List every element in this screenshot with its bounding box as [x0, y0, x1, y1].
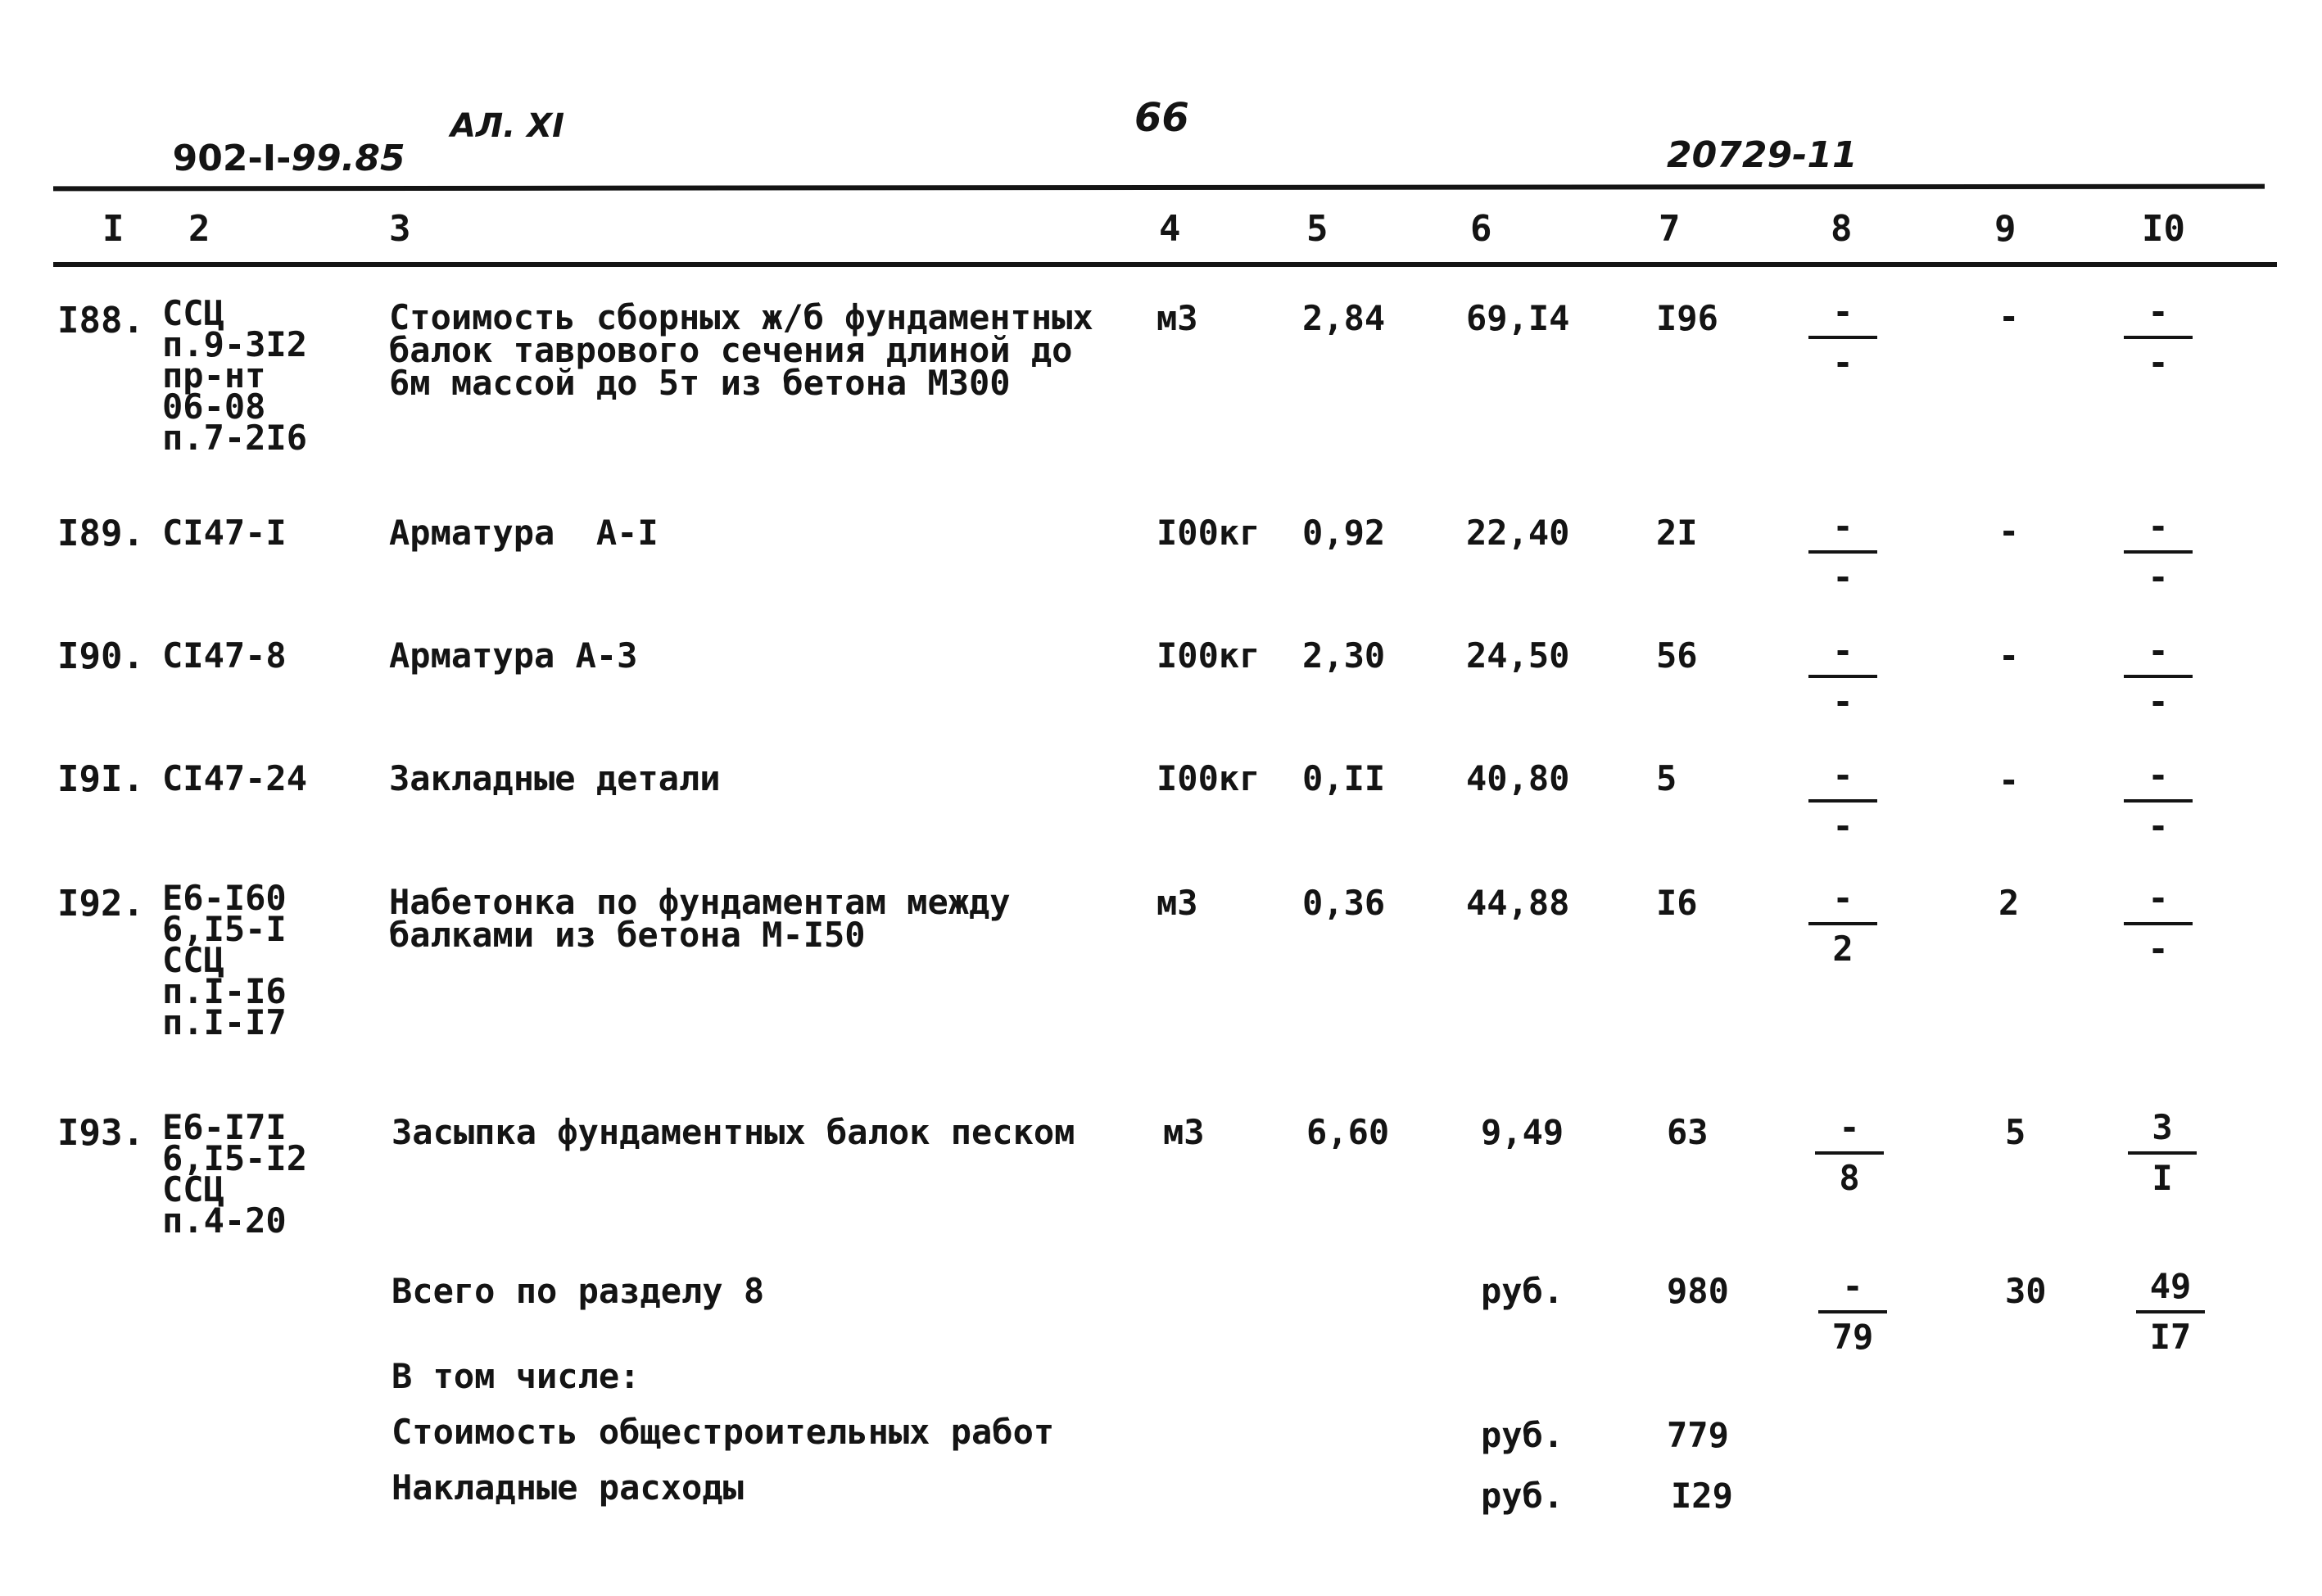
page-number: 66	[1134, 95, 1189, 141]
col8-fraction	[1802, 878, 1884, 979]
norm-code: Е6-I60 6,I5-I ССЦ п.I-I6 п.I-I7	[162, 878, 287, 1042]
col10-numerator: -	[2148, 506, 2169, 546]
quantity: 2,30	[1302, 635, 1386, 676]
unit: м3	[1163, 1112, 1205, 1152]
fraction-bar	[1808, 799, 1877, 803]
quantity: 2,84	[1302, 298, 1386, 338]
norm-code: CI47-I	[162, 513, 287, 553]
total-cost: 5	[1656, 758, 1677, 798]
col10-fraction	[2117, 755, 2199, 857]
col8-denominator: -	[1832, 681, 1854, 721]
col10-denominator: -	[2148, 342, 2169, 382]
col10-fraction	[2117, 878, 2199, 979]
col8-denominator: 79	[1831, 1317, 1874, 1357]
column-header-8: 8	[1831, 208, 1853, 250]
col8-numerator: -	[1832, 755, 1854, 795]
col10-fraction	[2117, 631, 2199, 732]
fraction-bar	[2136, 1310, 2205, 1313]
overhead-label: Накладные расходы	[392, 1467, 744, 1508]
row-number: I89.	[57, 513, 144, 554]
quantity: 0,92	[1302, 513, 1386, 553]
col10-denominator: -	[2148, 929, 2169, 969]
general-works-label: Стоимость общестроительных работ	[392, 1412, 1055, 1452]
unit: м3	[1156, 883, 1198, 923]
col10-numerator: -	[2148, 878, 2169, 918]
unit-price: 9,49	[1481, 1112, 1564, 1152]
col8-denominator: 8	[1839, 1158, 1860, 1198]
col8-fraction	[1808, 1107, 1890, 1209]
document-code	[147, 105, 405, 177]
document-code-typed: 902-I-	[172, 138, 292, 179]
col10-denominator: -	[2148, 681, 2169, 721]
header-rule	[53, 262, 2277, 267]
column-header-7: 7	[1659, 208, 1681, 250]
unit-price: 44,88	[1466, 883, 1570, 923]
inventory-number: 20729-11	[1667, 134, 1858, 176]
fraction-bar	[1808, 922, 1877, 925]
work-description: Арматура А-I	[389, 513, 659, 553]
fraction-bar	[1808, 336, 1877, 339]
col9-value: 5	[2005, 1112, 2026, 1152]
work-description: Арматура А-3	[389, 635, 638, 676]
total-cost: 56	[1656, 635, 1698, 676]
unit-price: 69,I4	[1466, 298, 1570, 338]
unit: I00кг	[1156, 758, 1261, 798]
col8-denominator: -	[1832, 806, 1854, 846]
col8-numerator: -	[1839, 1107, 1860, 1147]
col10-denominator: -	[2148, 557, 2169, 597]
unit: I00кг	[1156, 635, 1261, 676]
including-label: В том числе:	[392, 1356, 640, 1396]
col8-fraction	[1802, 292, 1884, 393]
col8-fraction	[1802, 506, 1884, 608]
col9-value: -	[1998, 296, 2020, 337]
col8-denominator: -	[1832, 557, 1854, 597]
top-rule	[53, 184, 2265, 192]
col8-numerator: -	[1832, 631, 1854, 671]
col10-denominator: I7	[2149, 1317, 2192, 1357]
total-cost: 63	[1667, 1112, 1709, 1152]
col9-value: -	[1998, 760, 2020, 800]
general-works-unit: руб.	[1481, 1415, 1564, 1455]
section-total-col9: 30	[2005, 1271, 2047, 1311]
overhead-unit: руб.	[1481, 1476, 1564, 1516]
norm-code: Е6-I7I 6,I5-I2 ССЦ п.4-20	[162, 1107, 308, 1241]
col8-numerator: -	[1832, 506, 1854, 546]
section-total-label: Всего по разделу 8	[392, 1271, 765, 1311]
section-total-value: 980	[1667, 1271, 1729, 1311]
col8-denominator: 2	[1832, 929, 1854, 969]
column-header-3: 3	[389, 208, 411, 250]
col8-numerator: -	[1842, 1266, 1863, 1306]
general-works-value: 779	[1667, 1415, 1729, 1455]
col9-value: -	[1998, 511, 2020, 551]
col10-fraction	[2117, 506, 2199, 608]
total-cost: 2I	[1656, 513, 1698, 553]
work-description: Стоимость сборных ж/б фундаментных балок таврового сечения длиной до 6м массой до 5т из бетона М300	[389, 297, 1093, 403]
col10-numerator: -	[2148, 631, 2169, 671]
col10-denominator: -	[2148, 806, 2169, 846]
work-description: Набетонка по фундаментам между балками из бетона М-I50	[389, 882, 1011, 955]
row-number: I88.	[57, 300, 144, 341]
col8-fraction	[1802, 755, 1884, 857]
fraction-bar	[1808, 550, 1877, 554]
work-description: Засыпка фундаментных балок песком	[392, 1112, 1075, 1152]
row-number: I9I.	[57, 758, 144, 800]
fraction-bar	[2124, 550, 2193, 554]
total-cost: I6	[1656, 883, 1698, 923]
fraction-bar	[1808, 675, 1877, 678]
unit: I00кг	[1156, 513, 1261, 553]
quantity: 0,II	[1302, 758, 1386, 798]
overhead-value: I29	[1671, 1476, 1733, 1516]
col9-value: 2	[1998, 883, 2020, 923]
norm-code: ССЦ п.9-3I2 пр-нт 06-08 п.7-2I6	[162, 293, 308, 458]
col10-numerator: -	[2148, 755, 2169, 795]
col8-denominator: -	[1832, 342, 1854, 382]
col8-numerator: -	[1832, 292, 1854, 332]
unit: м3	[1156, 298, 1198, 338]
col10-numerator: -	[2148, 292, 2169, 332]
col10-numerator: 3	[2152, 1107, 2173, 1147]
col8-fraction	[1802, 631, 1884, 732]
fraction-bar	[2124, 336, 2193, 339]
fraction-bar	[2124, 799, 2193, 803]
quantity: 0,36	[1302, 883, 1386, 923]
col10-numerator: 49	[2149, 1266, 2192, 1306]
row-number: I90.	[57, 635, 144, 677]
column-header-2: 2	[188, 208, 210, 250]
unit-price: 40,80	[1466, 758, 1570, 798]
column-header-4: 4	[1159, 208, 1181, 250]
fraction-bar	[2124, 675, 2193, 678]
section-total-col10-fraction	[2130, 1266, 2211, 1368]
col10-fraction	[2121, 1107, 2203, 1209]
column-header-6: 6	[1470, 208, 1492, 250]
fraction-bar	[1815, 1151, 1884, 1155]
col8-numerator: -	[1832, 878, 1854, 918]
row-number: I93.	[57, 1112, 144, 1154]
column-header-1: I	[102, 208, 124, 250]
column-header-9: 9	[1994, 208, 2016, 250]
unit-price: 22,40	[1466, 513, 1570, 553]
column-header-5: 5	[1306, 208, 1328, 250]
work-description: Закладные детали	[389, 758, 721, 798]
col10-fraction	[2117, 292, 2199, 393]
unit-price: 24,50	[1466, 635, 1570, 676]
fraction-bar	[2124, 922, 2193, 925]
section-total-col8-fraction	[1812, 1266, 1894, 1368]
section-total-unit: руб.	[1481, 1271, 1564, 1311]
row-number: I92.	[57, 883, 144, 925]
album-number: АЛ. XI	[450, 107, 565, 145]
norm-code: CI47-8	[162, 635, 287, 676]
total-cost: I96	[1656, 298, 1718, 338]
document-code-handwritten: 99.85	[291, 138, 405, 179]
col9-value: -	[1998, 635, 2020, 676]
col10-denominator: I	[2152, 1158, 2173, 1198]
fraction-bar	[1818, 1310, 1887, 1313]
norm-code: CI47-24	[162, 758, 308, 798]
quantity: 6,60	[1306, 1112, 1390, 1152]
fraction-bar	[2128, 1151, 2197, 1155]
column-header-10: I0	[2142, 208, 2185, 250]
